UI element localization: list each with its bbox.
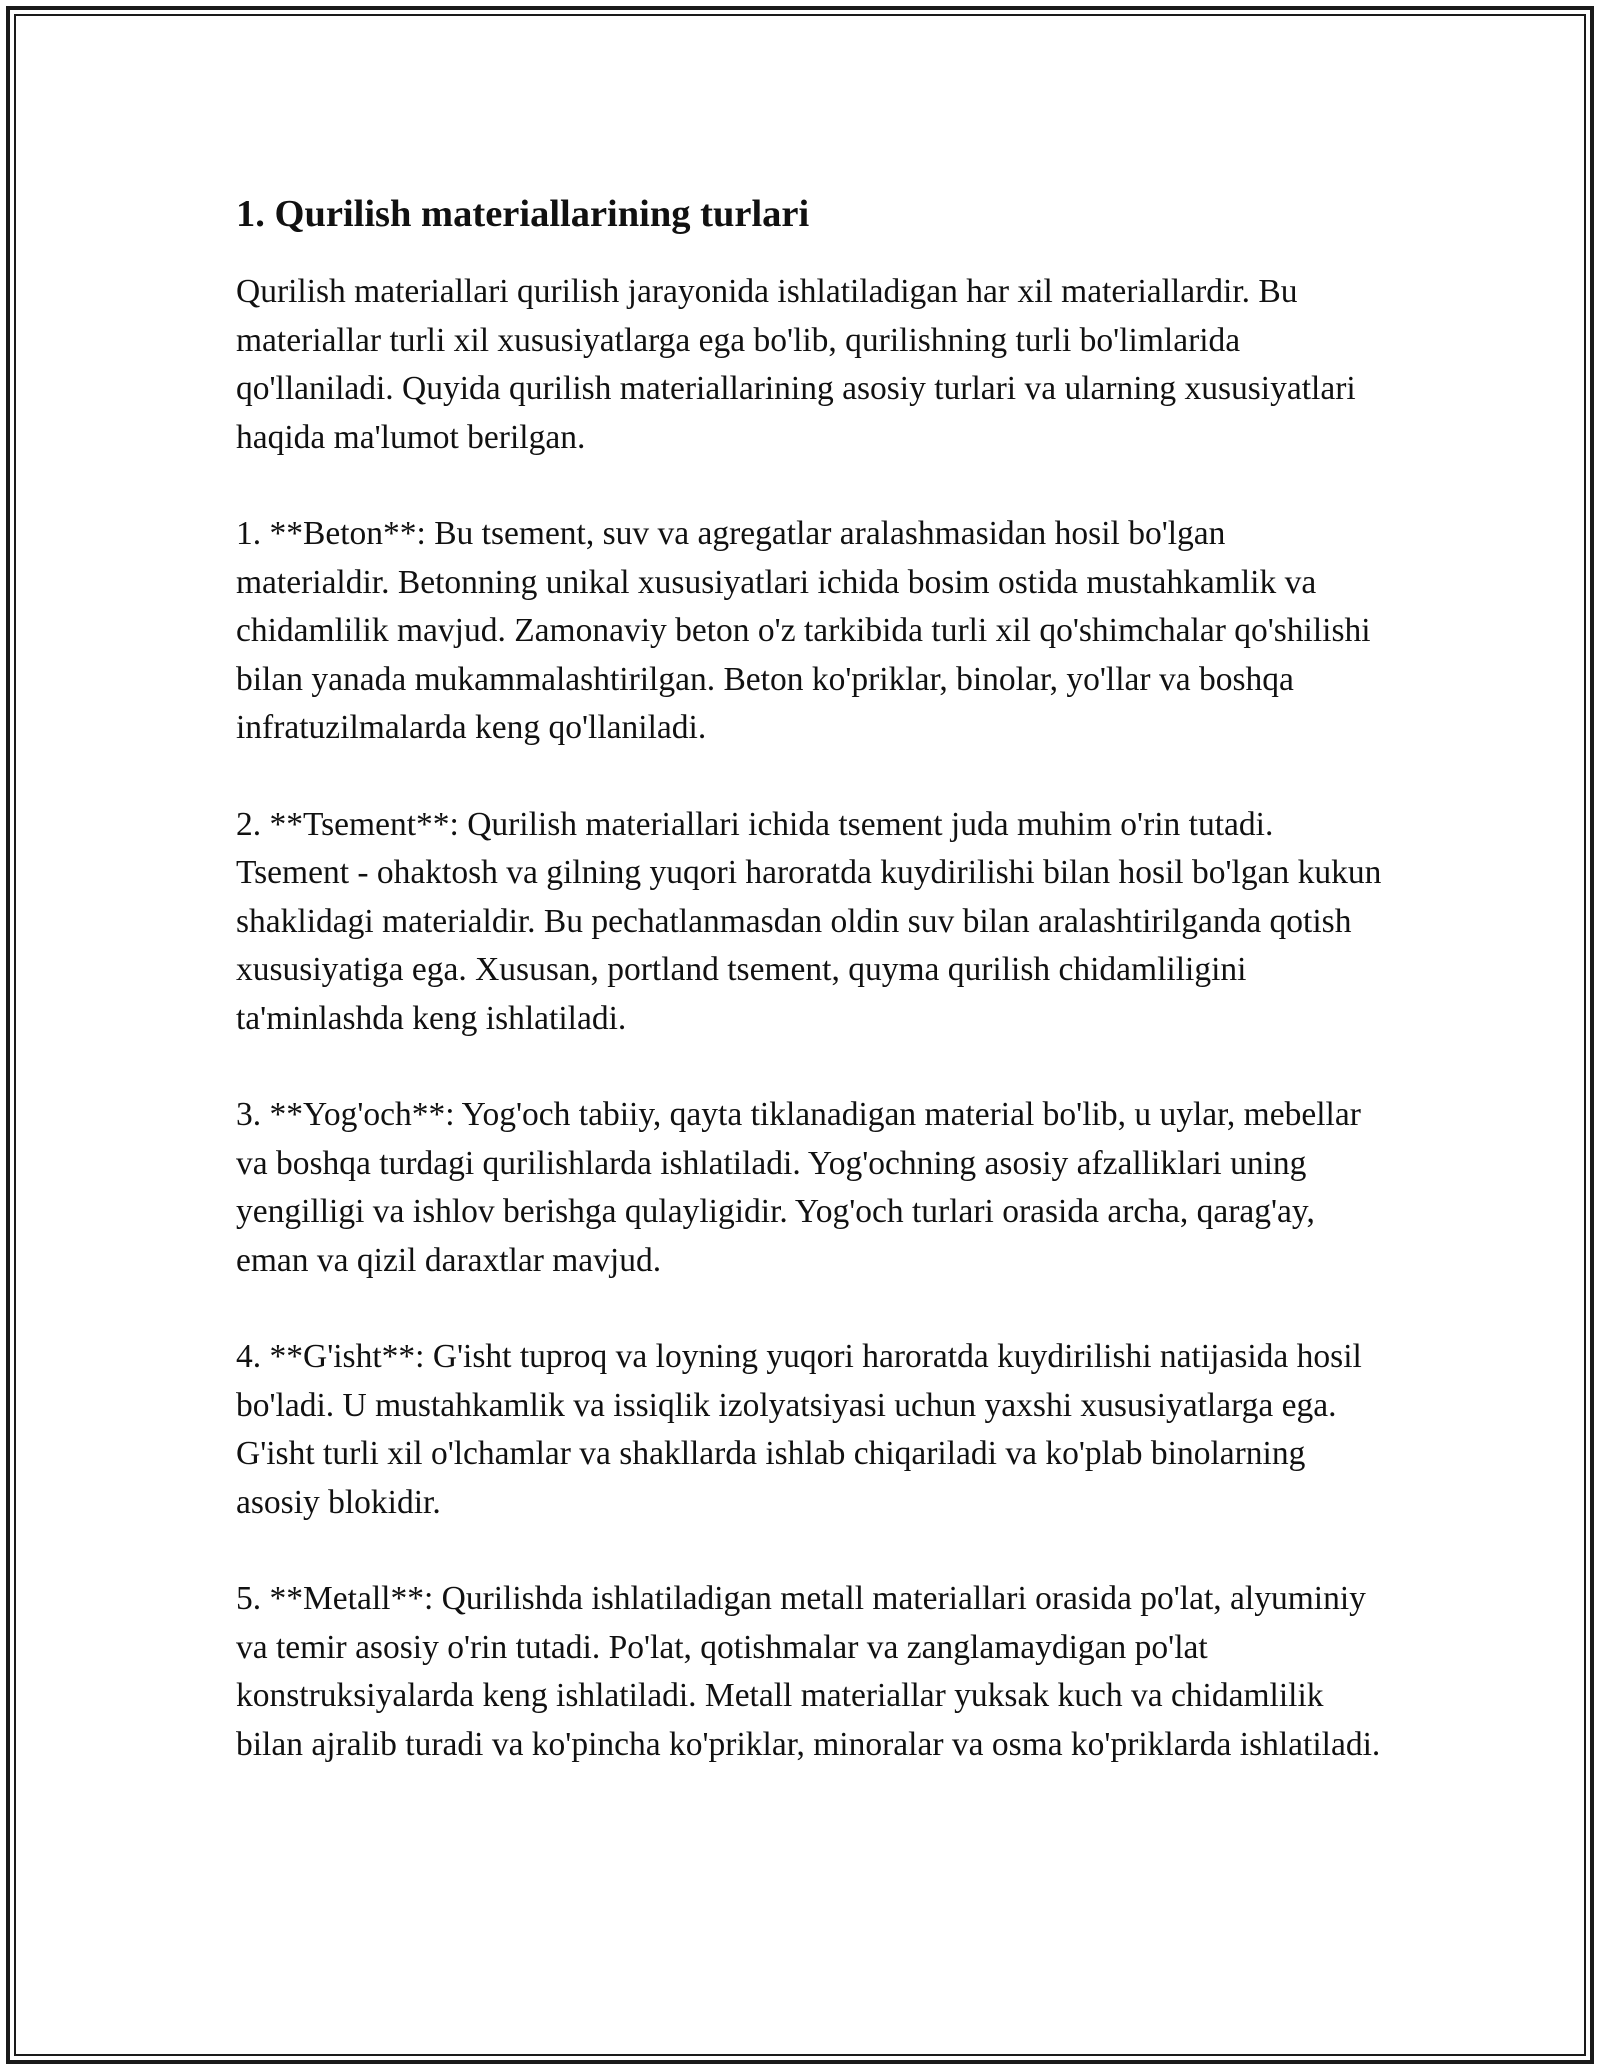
intro-paragraph: Qurilish materiallari qurilish jarayonida ishlatiladigan har xil materiallardir. Bu materiallar turli xil xususiyatlarga ega bo'lib, qurilishning turli bo'limlarida qo'llaniladi. Quyida qurilish materiallarining asosiy turlari va ularning xususiyatlari haqida ma'lumot berilgan. bbox=[236, 273, 1356, 456]
paragraph-beton: 1. **Beton**: Bu tsement, suv va agregatlar aralashmasidan hosil bo'lgan materialdir. Betonning unikal xususiyatlari ichida bosim ostida mustahkamlik va chidamlilik mavjud. Zamonaviy beton o'z tarkibida turli xil qo'shimchalar qo'shilishi bilan yanada mukammalashtirilgan. Beton ko'priklar, binolar, yo'llar va boshqa infratuzilmalarda keng qo'llaniladi. bbox=[236, 515, 1371, 746]
document-title: 1. Qurilish materiallarining turlari bbox=[236, 193, 810, 235]
document-body bbox=[236, 186, 1386, 1817]
paragraph-yogoch: 3. **Yog'och**: Yog'och tabiiy, qayta tiklanadigan material bo'lib, u uylar, mebellar va boshqa turdagi qurilishlarda ishlatiladi. Yog'ochning asosiy afzalliklari uning yengilligi va ishlov berishga qulayligidir. Yog'och turlari orasida archa, qarag'ay, eman va qizil daraxtlar mavjud. bbox=[236, 1096, 1361, 1279]
paragraph-metall: 5. **Metall**: Qurilishda ishlatiladigan metall materiallari orasida po'lat, alyuminiy va temir asosiy o'rin tutadi. Po'lat, qotishmalar va zanglamaydigan po'lat konstruksiyalarda keng ishlatiladi. Metall materiallar yuksak kuch va chidamlilik bilan ajralib turadi va ko'pincha ko'priklar, minoralar va osma ko'priklarda ishlatiladi. bbox=[236, 1580, 1381, 1763]
paragraph-gisht: 4. **G'isht**: G'isht tuproq va loyning yuqori haroratda kuydirilishi natijasida hosil bo'ladi. U mustahkamlik va issiqlik izolyatsiyasi uchun yaxshi xususiyatlarga ega. G'isht turli xil o'lchamlar va shakllarda ishlab chiqariladi va ko'plab binolarning asosiy blokidir. bbox=[236, 1338, 1362, 1521]
paragraph-tsement: 2. **Tsement**: Qurilish materiallari ichida tsement juda muhim o'rin tutadi. Tsement - ohaktosh va gilning yuqori haroratda kuydirilishi bilan hosil bo'lgan kukun shaklidagi materialdir. Bu pechatlanmasdan oldin suv bilan aralashtirilganda qotish xususiyatiga ega. Xususan, portland tsement, quyma qurilish chidamliligini ta'minlashda keng ishlatiladi. bbox=[236, 805, 1382, 1037]
